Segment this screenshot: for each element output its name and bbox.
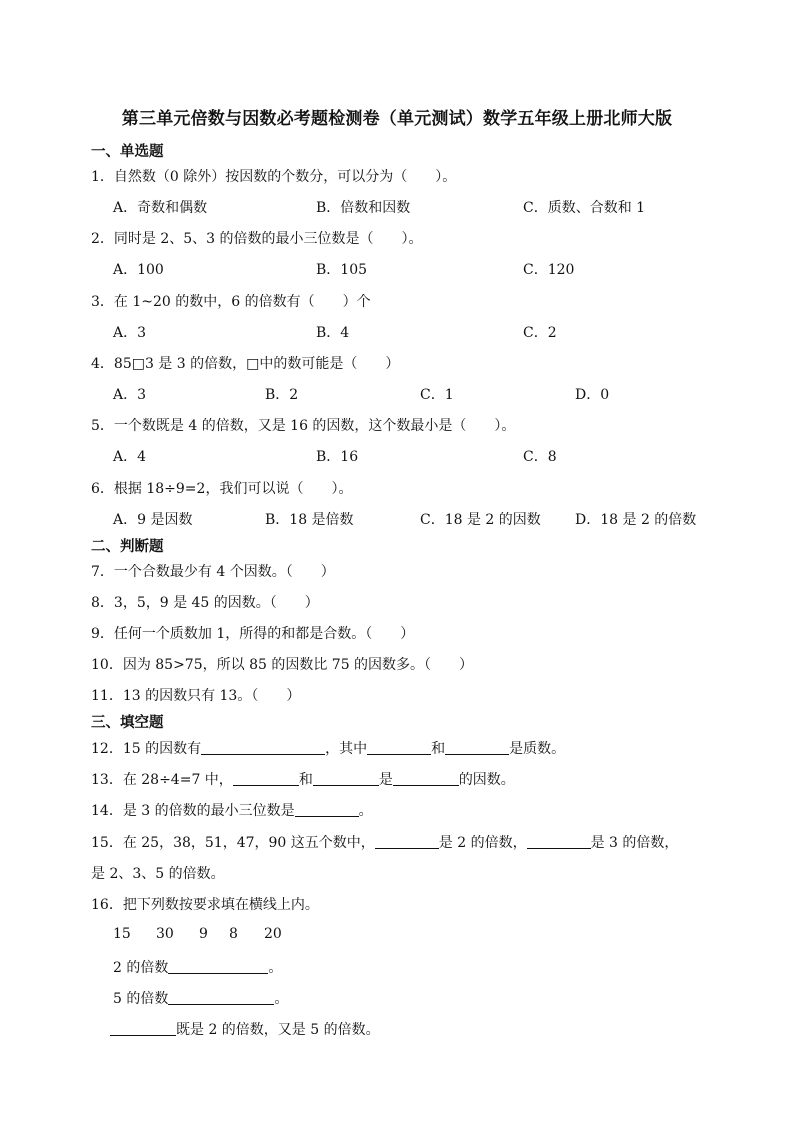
q16-blank-2[interactable] [168,990,274,1005]
question-4: 4．85□3 是 3 的倍数，□中的数可能是（ ） [91,356,400,372]
q16-row-both [110,1019,380,1039]
q14-text-2: 。 [358,803,373,819]
q13-text-2: 和 [298,772,313,788]
q12-text-3: 和 [431,741,446,757]
q3-option-a: A．3 [113,325,147,341]
q2-option-a: A．100 [113,262,164,278]
section-heading-true-false: 二、判断题 [91,539,164,555]
q16-number-3: 9 [199,926,208,942]
q16-row-multiples-of-5 [113,988,288,1008]
question-5: 5．一个数既是 4 的倍数，又是 16 的因数，这个数最小是（ ）。 [91,418,516,434]
q3-option-c: C．2 [523,325,557,341]
q16-number-1: 15 [113,926,131,942]
q16-row1-end: 。 [268,960,283,976]
q1-option-c: C．质数、合数和 1 [523,200,646,216]
q4-option-b: B．2 [265,387,299,403]
question-10: 10．因为 85>75，所以 85 的因数比 75 的因数多。（ ） [91,657,474,673]
q16-number-4: 8 [229,926,238,942]
question-15-line-2: 是 2、3、5 的倍数。 [91,866,225,882]
q16-blank-1[interactable] [168,959,268,974]
q13-text-3: 是 [378,772,393,788]
q12-blank-3[interactable] [445,740,509,755]
q14-blank-1[interactable] [295,802,359,817]
q4-option-a: A．3 [113,387,147,403]
question-11: 11．13 的因数只有 13。（ ） [91,688,301,704]
q2-option-b: B．105 [316,262,368,278]
q5-option-b: B．16 [316,449,359,465]
q16-row3-text: 既是 2 的倍数，又是 5 的倍数。 [176,1022,380,1038]
question-1: 1．自然数（0 除外）按因数的个数分，可以分为（ ）。 [91,169,457,185]
q6-option-b: B．18 是倍数 [265,512,354,528]
q16-number-2: 30 [156,926,174,942]
q5-option-c: C．8 [523,449,557,465]
q15-text-3: 是 3 的倍数， [590,835,679,851]
q16-row-multiples-of-2 [113,957,282,977]
question-9: 9．任何一个质数加 1，所得的和都是合数。（ ） [91,626,415,642]
q1-option-a: A．奇数和偶数 [113,200,208,216]
question-8: 8．3，5，9 是 45 的因数。（ ） [91,595,319,611]
q16-row1-label: 2 的倍数 [113,960,169,976]
question-13 [91,769,515,789]
q14-text-1: 14．是 3 的倍数的最小三位数是 [91,803,295,819]
q5-option-a: A．4 [113,449,147,465]
q16-row2-label: 5 的倍数 [113,991,169,1007]
q12-text-4: 是质数。 [509,741,566,757]
q13-text-4: 的因数。 [458,772,515,788]
q16-number-5: 20 [264,926,282,942]
q4-option-c: C．1 [420,387,454,403]
question-3: 3．在 1~20 的数中，6 的倍数有（ ）个 [91,294,371,310]
q13-text-1: 13．在 28÷4=7 中， [91,772,233,788]
q12-blank-2[interactable] [367,740,431,755]
q12-text-2: ，其中 [325,741,368,757]
q12-text-1: 12．15 的因数有 [91,741,202,757]
q16-blank-3[interactable] [110,1021,176,1036]
question-12 [91,738,565,758]
section-heading-single-choice: 一、单选题 [91,144,164,160]
q6-option-d: D．18 是 2 的倍数 [575,512,697,528]
q3-option-b: B．4 [316,325,350,341]
q15-text-2: 是 2 的倍数， [438,835,527,851]
question-16: 16．把下列数按要求填在横线上内。 [91,897,319,913]
q15-text-1: 15．在 25，38，51，47，90 这五个数中， [91,835,375,851]
section-heading-fill-in: 三、填空题 [91,715,164,731]
q13-blank-2[interactable] [313,771,379,786]
page-title: 第三单元倍数与因数必考题检测卷（单元测试）数学五年级上册北师大版 [121,109,673,129]
q15-blank-1[interactable] [375,834,439,849]
question-2: 2．同时是 2、5、3 的倍数的最小三位数是（ ）。 [91,231,423,247]
question-7: 7．一个合数最少有 4 个因数。（ ） [91,564,335,580]
q1-option-b: B．倍数和因数 [316,200,411,216]
q13-blank-1[interactable] [233,771,299,786]
q16-row2-end: 。 [274,991,289,1007]
q6-option-c: C．18 是 2 的因数 [420,512,541,528]
q13-blank-3[interactable] [393,771,459,786]
q4-option-d: D．0 [575,387,610,403]
question-6: 6．根据 18÷9=2，我们可以说（ ）。 [91,481,353,497]
q6-option-a: A．9 是因数 [113,512,193,528]
q12-blank-1[interactable] [201,740,325,755]
q2-option-c: C．120 [523,262,575,278]
question-14 [91,800,373,820]
question-15 [91,832,678,852]
q15-blank-2[interactable] [527,834,591,849]
